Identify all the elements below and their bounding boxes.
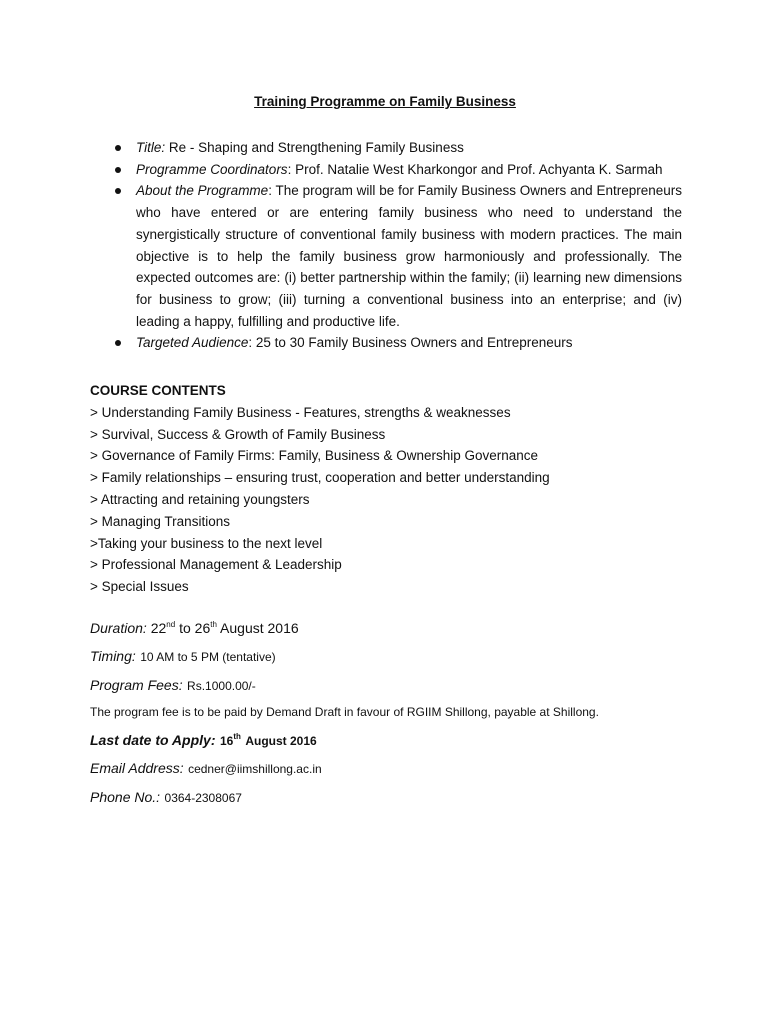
- coordinators-label: Programme Coordinators: [136, 161, 288, 177]
- bullet-icon: [115, 188, 121, 194]
- last-date-day: 16th: [219, 732, 241, 748]
- about-label: About the Programme: [136, 183, 269, 199]
- coordinators-value: : Prof. Natalie West Kharkongor and Prof. Achyanta K. Sarmah: [287, 161, 663, 177]
- bullet-icon: [115, 145, 121, 151]
- course-item: >Taking your business to the next level: [90, 535, 323, 551]
- about-value: : The program will be for Family Business Owners and Entrepreneurs who have entered or are entering family business who need to understand the synergistically structure of conventional family business with modern practices. The main objective is to help the family business grow harmoniously and professionally. The expected outcomes are: (i) better partnership within the family; (ii) learning new dimensions for business to grow; (iii) turning a conventional business into an enterprise; and (iv) leading a happy, fulfilling and productive life.: [136, 183, 682, 329]
- bullet-icon: [115, 167, 121, 173]
- course-item: > Managing Transitions: [90, 513, 230, 529]
- document-title: Training Programme on Family Business: [254, 94, 516, 109]
- programme-info-list: [108, 137, 682, 354]
- duration-end: 26th: [194, 620, 217, 636]
- course-item: > Attracting and retaining youngsters: [90, 491, 310, 507]
- timing-value: 10 AM to 5 PM (tentative): [140, 650, 276, 664]
- fees-value: Rs.1000.00/-: [187, 679, 256, 693]
- duration-to: to: [179, 620, 191, 636]
- phone-line: [90, 789, 710, 807]
- duration-month: August 2016: [220, 620, 299, 636]
- fees-line: [90, 677, 710, 695]
- list-item-about: [108, 180, 682, 332]
- email-label: Email Address:: [90, 760, 184, 776]
- course-contents: [90, 380, 710, 598]
- course-contents-heading: COURSE CONTENTS: [90, 383, 226, 398]
- course-item: > Professional Management & Leadership: [90, 557, 342, 573]
- timing-line: [90, 648, 710, 666]
- bullet-icon: [115, 340, 121, 346]
- last-date-line: [90, 732, 710, 750]
- duration-label: Duration:: [90, 620, 147, 636]
- fees-label: Program Fees:: [90, 677, 183, 693]
- phone-label: Phone No.:: [90, 789, 161, 805]
- phone-value: 0364-2308067: [164, 791, 242, 805]
- title-label: Title:: [136, 140, 166, 155]
- timing-label: Timing:: [90, 648, 136, 664]
- audience-value: : 25 to 30 Family Business Owners and Entrepreneurs: [248, 335, 573, 351]
- audience-label: Targeted Audience: [136, 335, 249, 351]
- email-value: cedner@iimshillong.ac.in: [188, 762, 322, 776]
- last-date-month: August 2016: [245, 734, 317, 748]
- course-item: > Understanding Family Business - Features, strengths & weaknesses: [90, 404, 511, 420]
- course-item: > Governance of Family Firms: Family, Business & Ownership Governance: [90, 448, 539, 464]
- course-item: > Family relationships – ensuring trust, cooperation and better understanding: [90, 470, 550, 486]
- duration-line: [90, 620, 710, 636]
- list-item-title: [108, 137, 682, 159]
- title-value: Re - Shaping and Strengthening Family Business: [168, 140, 464, 155]
- list-item-coordinators: [108, 159, 682, 181]
- list-item-audience: [108, 332, 682, 354]
- course-item: > Survival, Success & Growth of Family Business: [90, 426, 386, 442]
- course-item: > Special Issues: [90, 579, 189, 595]
- fee-note: The program fee is to be paid by Demand Draft in favour of RGIIM Shillong, payable at Shillong.: [90, 705, 599, 719]
- last-date-label: Last date to Apply:: [90, 732, 216, 748]
- duration-start: 22nd: [150, 620, 176, 636]
- email-line: [90, 760, 710, 778]
